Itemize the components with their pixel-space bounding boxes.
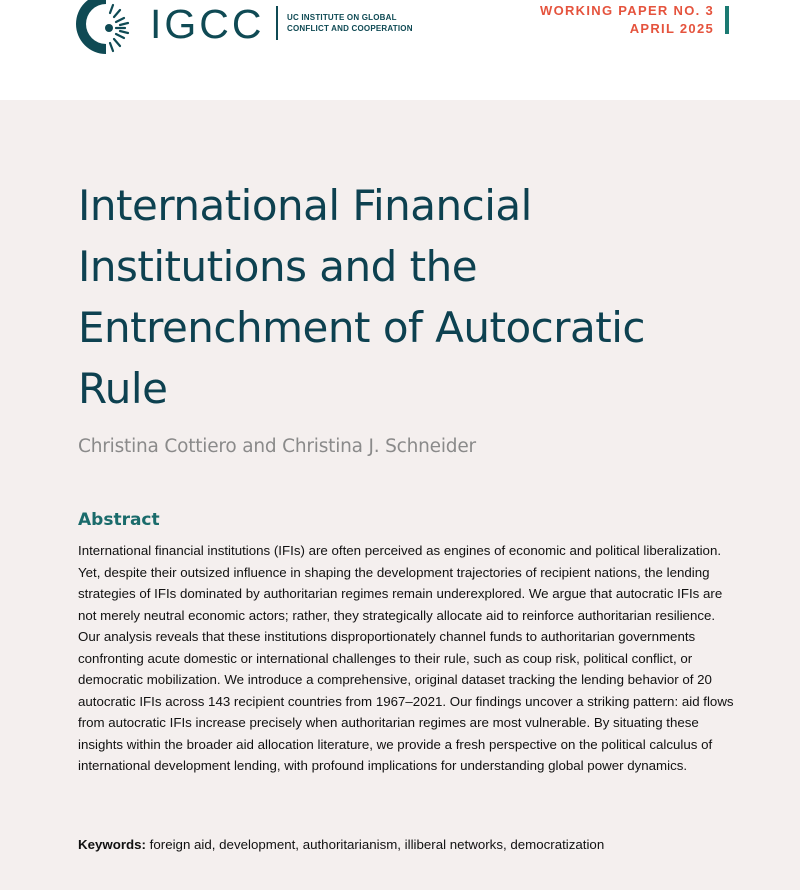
logo-divider — [276, 6, 278, 40]
paper-series-info — [540, 2, 714, 38]
publication-date: APRIL 2025 — [629, 21, 714, 36]
page-header — [0, 0, 800, 100]
logo-subtitle-line-1: UC INSTITUTE ON GLOBAL — [287, 13, 397, 22]
logo-subtitle-line-2: CONFLICT AND COOPERATION — [287, 24, 413, 33]
paper-title: International Financial Institutions and the Entrenchment of Autocratic Rule — [78, 181, 646, 413]
keywords-label: Keywords: — [78, 837, 146, 852]
accent-bar — [725, 6, 729, 34]
abstract-text: International financial institutions (IFIs) are often perceived as engines of economic and political liberalization. Yet, despite their outsized influence in shaping the development trajectories of recipient nations, the lending strategies of IFIs dominated by authoritarian regimes remain underexplored. We argue that autocratic IFIs are not merely neutral economic actors; rather, they strategically allocate aid to reinforce authoritarian resilience. Our analysis reveals that these institutions disproportionately channel funds to authoritarian governments confronting acute domestic or international challenges to their rule, such as coup risk, political conflict, or democratic mobilization. We introduce a comprehensive, original dataset tracking the lending behavior of 20 autocratic IFIs across 143 recipient countries from 1967–2021. Our findings uncover a striking pattern: aid flows from autocratic IFIs increase precisely when authoritarian regimes are most vulnerable. By situating these insights within the broader aid allocation literature, we provide a fresh perspective on the political calculus of international development lending, with profound implications for understanding global power dynamics. — [78, 543, 734, 773]
abstract-heading: Abstract — [78, 510, 160, 530]
igcc-logo-icon — [76, 0, 142, 58]
paper-authors: Christina Cottiero and Christina J. Schneider — [78, 436, 476, 457]
keywords-list: foreign aid, development, authoritarianism, illiberal networks, democratization — [145, 837, 605, 852]
working-paper-number: WORKING PAPER NO. 3 — [540, 3, 714, 18]
logo-wordmark: IGCC — [150, 1, 265, 47]
keywords — [78, 837, 778, 852]
logo-subtitle — [287, 12, 413, 34]
